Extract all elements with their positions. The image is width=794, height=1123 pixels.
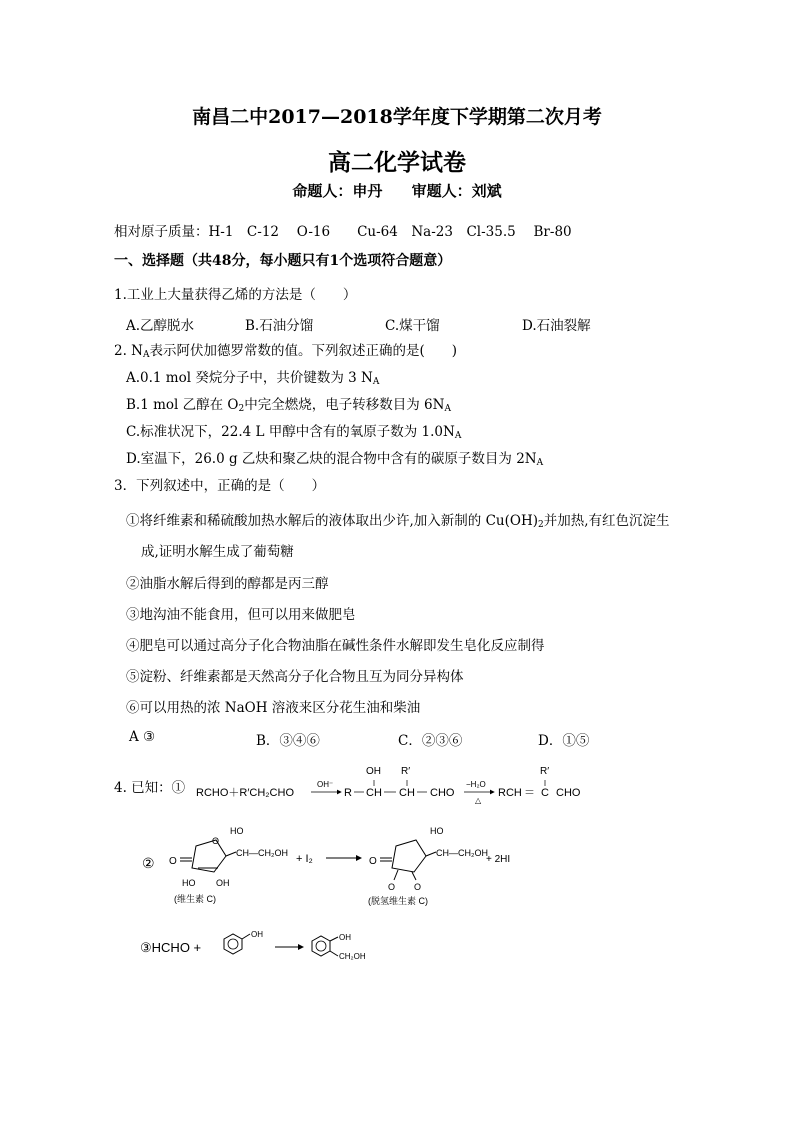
r2-bond xyxy=(226,852,236,856)
r2-plus-hi: + 2HI xyxy=(486,854,511,865)
r1-oh: OH xyxy=(366,766,381,777)
q3-item1-sub: 2 xyxy=(537,520,544,530)
q2-a-sub: A xyxy=(372,377,380,387)
r2-o-bottom1: O xyxy=(388,882,396,892)
q1-stem: 1.工业上大量获得乙烯的方法是（ ） xyxy=(114,287,357,303)
q1-option-d: D.石油裂解 xyxy=(522,318,591,334)
q3-item3: ③地沟油不能食用，但可以用来做肥皂 xyxy=(126,607,356,623)
q2-stem-post: 表示阿伏加德罗常数的值。下列叙述正确的是( ) xyxy=(149,343,458,359)
r2-ho-top: HO xyxy=(230,826,244,836)
atomic-masses: 相对原子质量：H-1 C-12 O-16 Cu-64 Na-23 Cl-35.5 Br-80 xyxy=(114,224,572,240)
r2-label1: (维生素 C) xyxy=(174,894,216,904)
r2-ho-top2: HO xyxy=(430,826,444,836)
q2-b-sub2: A xyxy=(444,404,451,414)
r1-rprime2: R′ xyxy=(540,766,550,777)
r1-cond2-bot: △ xyxy=(475,796,482,805)
reaction2-diagram xyxy=(136,818,526,910)
q3-item1-cont: 成,证明水解生成了葡萄糖 xyxy=(141,544,294,560)
q3-option-c: C．②③⑥ xyxy=(398,733,463,749)
r3-ring-bond xyxy=(228,939,238,949)
r2-ring-o: O xyxy=(212,836,220,846)
r2-o-bottom2: O xyxy=(414,882,422,892)
q3-option-b: B．③④⑥ xyxy=(256,733,320,749)
q2-stem-sub: A xyxy=(142,350,150,360)
q4-stem: 4. 已知：① xyxy=(114,780,186,796)
q2-c-sub: A xyxy=(454,431,462,441)
r1-product2-eq: ＝ xyxy=(524,787,535,799)
r2-o-right: O xyxy=(369,856,377,867)
q2-a-text: A.0.1 mol 癸烷分子中，共价键数为 3 N xyxy=(126,370,373,386)
q2-b-mid: 中完全燃烧，电子转移数目为 6N xyxy=(244,397,445,413)
r2-ho1: HO xyxy=(182,878,196,888)
q2-option-b xyxy=(126,393,451,414)
q2-stem-pre: 2. N xyxy=(114,343,143,359)
vitc-ring xyxy=(192,840,226,872)
r3-oh2: OH xyxy=(339,933,351,942)
q2-option-d xyxy=(126,447,543,468)
school-title: 南昌二中2017—2018学年度下学期第二次月考 xyxy=(192,106,602,128)
q3-option-a: A ③ xyxy=(129,729,156,745)
section1-title: 一、选择题（共48分，每小题只有1个选项符合题意） xyxy=(114,253,452,269)
r1-cond2-top: −H₂O xyxy=(466,780,486,789)
q2-b-text: B.1 mol 乙醇在 O xyxy=(126,397,239,413)
q2-option-a xyxy=(126,366,379,387)
q3-item4: ④肥皂可以通过高分子化合物油脂在碱性条件水解即发生皂化反应制得 xyxy=(126,638,545,654)
r1-product2-cho: CHO xyxy=(556,787,581,799)
q3-stem: 3．下列叙述中，正确的是（ ） xyxy=(114,478,326,494)
r2-bond xyxy=(426,852,436,856)
q3-item1-post: 并加热,有红色沉淀生 xyxy=(543,513,670,529)
q1-option-b: B.石油分馏 xyxy=(245,318,314,334)
q2-b-sub1: 2 xyxy=(238,404,245,414)
r1-product1-ch2: CH xyxy=(399,787,415,799)
r1-product2-r: RCH xyxy=(498,787,522,799)
reviewer: 审题人：刘斌 xyxy=(411,182,502,200)
r1-product2-c: C xyxy=(541,787,549,799)
r3-ring-bond xyxy=(316,941,326,951)
r1-reactants: RCHO＋R′CH₂CHO xyxy=(196,787,294,799)
r2-ch-chain2: CH—CH₂OH xyxy=(436,848,488,858)
r1-cond1: OH⁻ xyxy=(317,780,334,789)
q3-item5: ⑤淀粉、纤维素都是天然高分子化合物且互为同分异构体 xyxy=(126,669,464,685)
q2-d-sub: A xyxy=(536,458,544,468)
exam-title: 高二化学试卷 xyxy=(328,149,466,176)
r2-ch-chain: CH—CH₂OH xyxy=(236,848,288,858)
r2-num: ② xyxy=(142,855,155,871)
r1-product1-cho: CHO xyxy=(430,787,455,799)
q3-option-d: D．①⑤ xyxy=(538,733,590,749)
product-ring xyxy=(312,936,330,956)
r1-rprime: R′ xyxy=(401,766,411,777)
r3-bond xyxy=(330,937,338,941)
reaction3-diagram xyxy=(140,925,400,971)
q1-option-c: C.煤干馏 xyxy=(385,318,440,334)
r3-bond xyxy=(330,951,338,956)
q3-item1-pre: ①将纤维素和稀硫酸加热水解后的液体取出少许,加入新制的 Cu(OH) xyxy=(126,513,538,529)
author-line xyxy=(0,180,794,201)
r1-product1-r: R xyxy=(344,787,352,799)
q2-c-text: C.标准状况下，22.4 L 甲醇中含有的氧原子数为 1.0N xyxy=(126,424,455,440)
q3-item6: ⑥可以用热的浓 NaOH 溶液来区分花生油和柴油 xyxy=(126,700,421,716)
r2-bond xyxy=(412,872,416,880)
r1-product1-ch1: CH xyxy=(366,787,382,799)
r3-ch2oh: CH₂OH xyxy=(339,952,366,961)
r3-lhs: ③HCHO + xyxy=(140,940,202,955)
reaction1-diagram xyxy=(196,758,596,806)
r2-plus-i2: + I₂ xyxy=(296,853,313,865)
r2-label2: (脱氢维生素 C) xyxy=(368,896,428,906)
r2-bond xyxy=(394,870,398,880)
q3-item1 xyxy=(126,509,670,530)
q2-d-text: D.室温下，26.0 g 乙炔和聚乙炔的混合物中含有的碳原子数目为 2N xyxy=(126,451,537,467)
r3-oh: OH xyxy=(251,930,263,939)
dehydro-vitc-ring xyxy=(392,840,426,872)
q3-item2: ②油脂水解后得到的醇都是丙三醇 xyxy=(126,576,329,592)
author: 命题人：申丹 xyxy=(292,182,383,200)
phenol-ring xyxy=(224,934,242,954)
q2-option-c xyxy=(126,420,461,441)
r3-bond xyxy=(242,934,250,939)
q1-option-a: A.乙醇脱水 xyxy=(126,318,195,334)
r2-o-left: O xyxy=(169,856,177,867)
r2-oh1: OH xyxy=(216,878,230,888)
q2-stem xyxy=(114,339,457,360)
